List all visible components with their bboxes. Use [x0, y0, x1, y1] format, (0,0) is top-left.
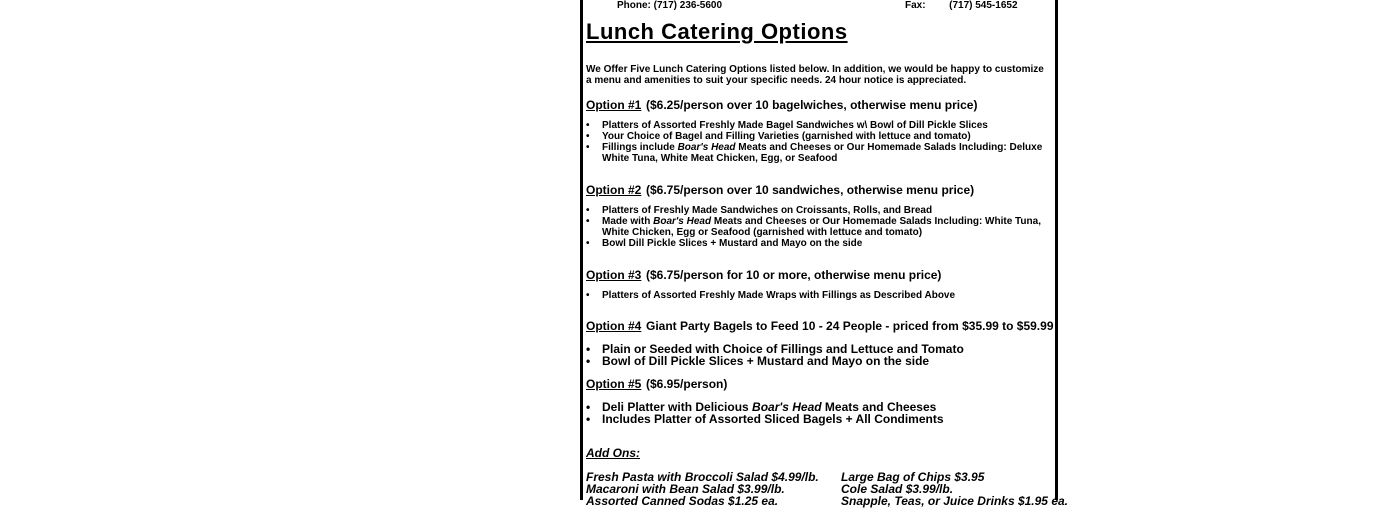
option-label: Option #1 [586, 98, 642, 112]
fax-value: (717) 545-1652 [949, 0, 1018, 11]
option-label: Option #3 [586, 268, 642, 282]
list-item: • Platters of Assorted Freshly Made Wraps with Fillings as Described Above [586, 290, 1052, 301]
phone-number: Phone: (717) 236-5600 [617, 0, 723, 11]
option-desc: ($6.95/person) [646, 377, 728, 391]
fax-number [905, 0, 1018, 12]
list-item: • Fillings include Boar's Head Meats and Cheeses or Our Homemade Salads Including: Deluxe White Tuna, White Meat Chicken, Egg, or Seafood [586, 142, 1052, 164]
option-4-list [586, 343, 1052, 367]
brand-name: Boar's Head [653, 216, 712, 227]
list-item: • Deli Platter with Delicious Boar's Head Meats and Cheeses [586, 401, 1052, 413]
option-5-list [586, 401, 1052, 425]
list-item: • Platters of Assorted Freshly Made Bagel Sandwiches w\ Bowl of Dill Pickle Slices [586, 120, 1052, 131]
option-desc: ($6.75/person over 10 sandwiches, otherwise menu price) [646, 183, 975, 197]
option-3-heading [586, 269, 941, 282]
addon-item: Cole Salad $3.99/lb. [841, 482, 954, 496]
list-item: • Includes Platter of Assorted Sliced Bagels + All Condiments [586, 413, 1052, 425]
option-5-heading [586, 378, 727, 391]
addon-item: Snapple, Teas, or Juice Drinks $1.95 ea. [841, 494, 1068, 508]
brand-name: Boar's Head [752, 400, 822, 414]
option-desc: ($6.25/person over 10 bagelwiches, otherwise menu price) [646, 98, 978, 112]
option-label: Option #2 [586, 183, 642, 197]
option-desc: ($6.75/person for 10 or more, otherwise menu price) [646, 268, 942, 282]
addon-item: Macaroni with Bean Salad $3.99/lb. [586, 482, 785, 496]
list-item: • Bowl Dill Pickle Slices + Mustard and Mayo on the side [586, 238, 1052, 249]
option-2-list [586, 205, 1052, 249]
option-label: Option #5 [586, 377, 642, 391]
list-item: • Your Choice of Bagel and Filling Varieties (garnished with lettuce and tomato) [586, 131, 1052, 142]
option-label: Option #4 [586, 319, 642, 333]
option-desc: Giant Party Bagels to Feed 10 - 24 People - priced from $35.99 to $59.99 [646, 319, 1054, 333]
page-title: Lunch Catering Options [586, 19, 848, 44]
option-3-list [586, 290, 1052, 301]
addon-item: Large Bag of Chips $3.95 [841, 470, 985, 484]
option-1-heading [586, 99, 977, 112]
list-item: • Bowl of Dill Pickle Slices + Mustard and Mayo on the side [586, 355, 1052, 367]
addon-item: Fresh Pasta with Broccoli Salad $4.99/lb. [586, 470, 819, 484]
intro-paragraph: We Offer Five Lunch Catering Options listed below. In addition, we would be happy to customize a menu and amenities to suit your specific needs. 24 hour notice is appreciated. [586, 64, 1044, 86]
list-item: • Platters of Freshly Made Sandwiches on Croissants, Rolls, and Bread [586, 205, 1052, 216]
addons-heading: Add Ons: [586, 446, 640, 460]
addon-item: Assorted Canned Sodas $1.25 ea. [586, 494, 779, 508]
brand-name: Boar's Head [677, 142, 736, 153]
list-item: • Plain or Seeded with Choice of Fillings and Lettuce and Tomato [586, 343, 1052, 355]
list-item: • Made with Boar's Head Meats and Cheeses or Our Homemade Salads Including: White Tuna, White Chicken, Egg or Seafood (garnished with lettuce and tomato) [586, 216, 1052, 238]
fax-label: Fax: [905, 0, 926, 11]
option-1-list [586, 120, 1052, 164]
option-2-heading [586, 184, 974, 197]
catering-document [580, 0, 1068, 508]
option-4-heading [586, 320, 1054, 333]
